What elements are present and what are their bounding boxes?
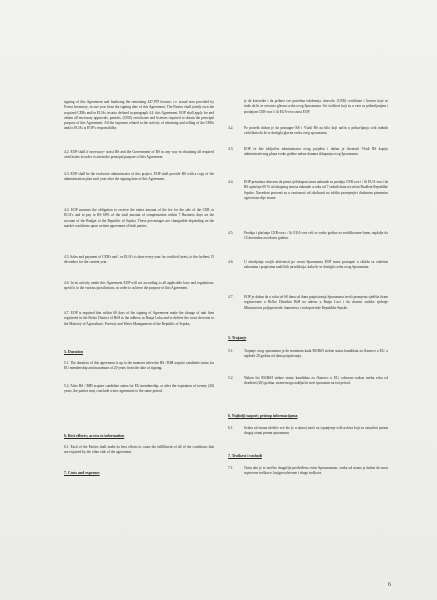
number-4-2-sr: 4.2. xyxy=(228,126,234,130)
heading-5-sr: 5. Trajanje xyxy=(228,336,247,340)
paragraph-4-5-en: 4.5. Sales and payment of CER's and / or EUA's is done every year for certified forest, to the forthest 15 december for the current year. xyxy=(64,255,214,265)
paragraph-7-1-sr: Osim ako je to izričito drugačije predviđeno ovim Sporazumom, svaka od strana je dužna da snosi sopstvene troškove, knjigovodstvene i druge troškove. xyxy=(244,466,388,476)
paragraph-4-1-sr: je da korisnike i da pribavi sve potrebna odobrenja, dozvole, (CER) certifikate i licence koje se traže da bi se ostvario glavna svrha ovog Sporazuma. Svi troškovi koji su u vezi sa pribavljanjem i prodajom CER-ova i/ ili EUA-ova snosi EOP. xyxy=(244,99,388,114)
number-4-5-sr: 4.5. xyxy=(228,231,234,235)
page-number: 6 xyxy=(388,582,391,588)
number-7-1-sr: 7.1. xyxy=(228,466,234,470)
number-4-6-sr: 4.6. xyxy=(228,260,234,264)
heading-7-en: 7. Costs and expenses xyxy=(64,471,100,475)
heading-6-sr: 6. Najbolji napori; pristup informacijama xyxy=(228,414,298,418)
number-5-2-sr: 5.2. xyxy=(228,376,234,380)
paragraph-4-7-en: 4.7. EOP is required that within 60 days of the signing of Agreement make the change of unit firm registered in the Brcko District of BiH to the address in Banja Luka and to deliver the court decision to the Ministry of Agriculture, Forestry and Water Management of the Republic of Srpska. xyxy=(64,311,214,326)
paragraph-4-4-en: 4.4. EOP assumes the obligation to receive the entire amount of the fee for the sale of the CER or EUA's and to pay to RS 60% of the total amount of compensation within 7 Business days on the account of the Budget of the Republic of Srpska. These percentages are changeable depending on the market conditions upon written agreement of both parties. xyxy=(64,208,214,228)
paragraph-5-2-sr: Nakon što RS/BiH stekne status kandidata za članstvo u EU, odnosno nakon isteka roka od dvadeset (20) godina, strane mogu zaključiti novi sporazum na isti period. xyxy=(244,376,388,386)
paragraph-4-3-sr: EOP će biti isključivi administrator ovog projekta i dužan je dostaviti Vladi RS kopiju administrativnog plana svake godine nakon datuma sklapanja ovog Sporazuma. xyxy=(244,147,388,157)
heading-6-en: 6. Best efforts; access to information xyxy=(64,434,125,438)
paragraph-4-3-en: 4.3. EOP shall be the exclusive administrator of this project. EOP shall provide RS with a copy of the administration plan each year after the signing date of this Agreement. xyxy=(64,172,214,182)
number-4-3-sr: 4.3. xyxy=(228,147,234,151)
paragraph-4-2-sr: Po potrebi dužan je da pomogne RS i Vladi RS na bilo koji način u pribavljanju svih tražnih certifikata da bi se dostigla glavna svrha ovog sporazuma. xyxy=(244,126,388,136)
number-4-4-sr: 4.4. xyxy=(228,180,234,184)
paragraph-4-1-en: signing of this Agreement and finalizing the remaining 447,879 hectare, i.e. actual area provided by Forest Inventory, in one year from the signing date of this Agreement. The Parties shall jointly own the acquired CERs and/or EUAs in ratio defined in paragraph 4.4. this Agreement. EOP shall apply for and obtain all necessary approvals, permits, (CER) certificates and licenses required to obtain the principal purpose of this Agreement. All the expenses related to the activity of obtaining and selling of the CERs and/or EUAs is EOP's responsibility. xyxy=(64,100,214,131)
number-4-7-sr: 4.7. xyxy=(228,295,234,299)
paragraph-4-7-sr: EOP je dužan da u roku od 60 dana od dana potpisivanja Sporazuma izvrši promjenu sjedišta firme registrovane u Brčko Distriktu BiH na adresu u Banja Luci i da dostavi sudsko rješenje Ministarstvu poljoprivrede, šumarstva i vodoprivrede Republike Srpske. xyxy=(244,295,388,310)
paragraph-5-2-en: 5.2. After RS / BIH acquire candidate status for EU membership, or after the expiration of twenty (20) years, the parties may conclude a new agreement to the same period. xyxy=(64,384,214,394)
paragraph-4-5-sr: Prodaja i plaćanje CER-ova i / ili EUA-ova vrši se svake godine za sertifikovane šume, najdalje do 15 decembra za tekuću godinu. xyxy=(244,231,388,241)
paragraph-4-6-sr: U obavljanju svojih aktivnosti po ovom Sporazumu EOP mora postupati u skladu sa važećim zakonima i propisima različitih jurisdikcija, kako bi se dostigla svrha ovog Sporazuma. xyxy=(244,260,388,270)
number-5-1-sr: 5.1. xyxy=(228,349,234,353)
paragraph-6-1-en: 6.1. Each of the Parties shall make its best efforts to cause the fulfillment of all of the conditions that are required by the other side of the agreement. xyxy=(64,445,214,455)
heading-7-sr: 7. Troškovi i rashodi xyxy=(228,454,262,458)
paragraph-4-2-en: 4.2. EOP shall if necessary- assist RS and the Government of RS in any way in obtaining all required certificates in order to attain the principal purpose of this Agreement. xyxy=(64,150,214,160)
paragraph-4-4-sr: EOP preuzima obavezu da primi cjelokupan iznos naknade za prodaju CER-ova i / ili EUA-ova i da RS uplaćuje 60 % od ukupnog iznosa naknade u roku od 7 radnih dana na račun Budžeta Republike Srpske. Navedeni procenti su u zavisnosti od okolnosti na tržištu promjenjivi dodatnim pismenim ugovorom obje strane. xyxy=(244,180,388,200)
paragraph-5-1-en: 5.1. The duration of this agreement is up to the moment when the RS / BIH acquire candidate status for EU membership and maximum of 20 years from the date of signing. xyxy=(64,361,214,371)
paragraph-4-6-en: 4.6. In its activity under this Agreement EOP will act according to all applicable laws and regulations, specific to the various jurisdictions, in order to achieve the purpose of this Agreement. xyxy=(64,281,214,291)
paragraph-5-1-sr: Trajanje ovog sporazuma je do momenta kada RS/BiH stekne status kandidata za članstvo u EU, a najduže 20 godina od dana potpisivanja. xyxy=(244,349,388,359)
paragraph-6-1-sr: Svaka od strana uložiće sve što je u njenoj moći za ispunjenje svih uslova koji su označeni prema drugoj strani prema sporazumu. xyxy=(244,426,388,436)
number-6-1-sr: 6.1. xyxy=(228,426,234,430)
heading-5-en: 5. Duration xyxy=(64,350,84,354)
